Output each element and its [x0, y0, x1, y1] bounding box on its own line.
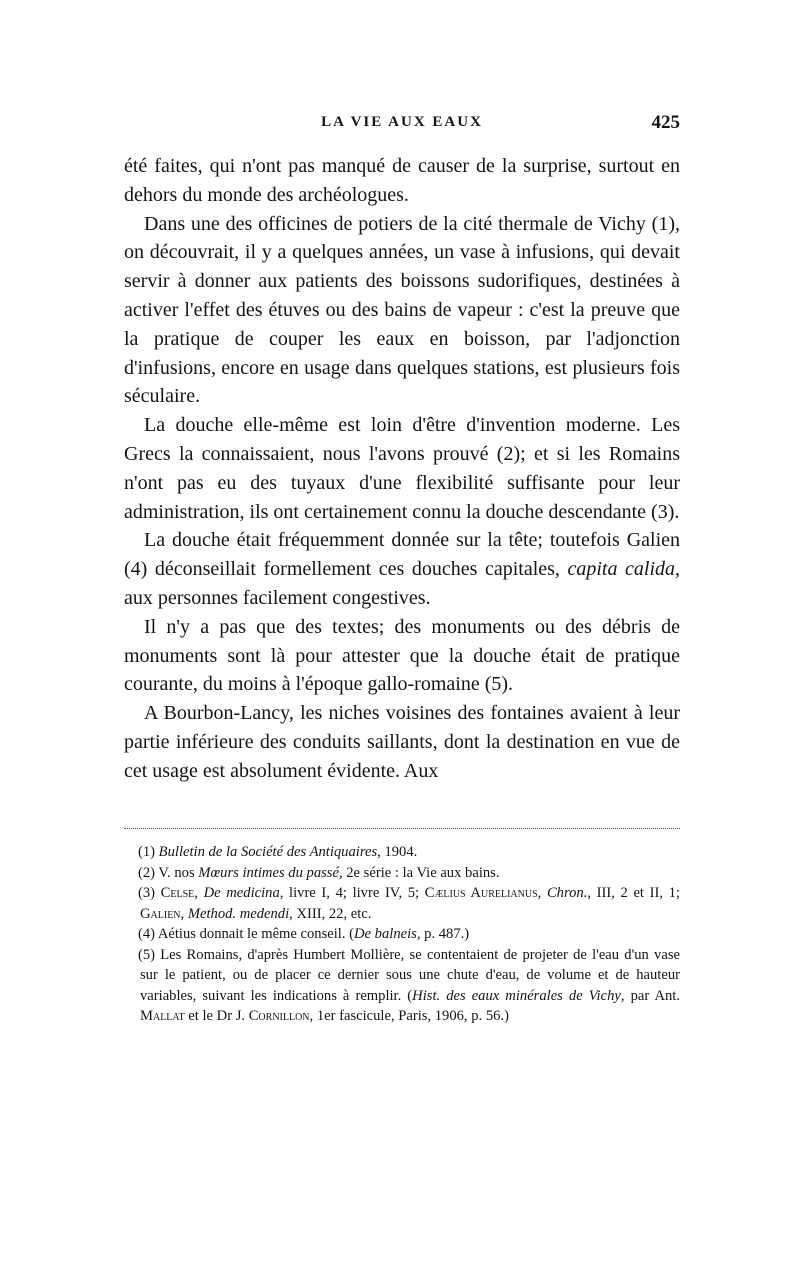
footnote-5-text-c: et le Dr J. — [184, 1008, 249, 1024]
footnote-1-rest: , 1904. — [377, 844, 418, 860]
footnote-rule — [124, 828, 680, 829]
footnote-3-sep1: , — [194, 885, 204, 901]
paragraph-douche: La douche elle-même est loin d'être d'invention moderne. Les Grecs la connaissaient, nous l'avons prouvé (2); et si les Romains n'ont pas eu des tuyaux d'une flexibilité suffisante pour leur administration, ils ont certainement connu la douche descendante (3). — [124, 414, 680, 523]
paragraph-galien-text-a: La douche était fréquemment donnée sur la tête; toutefois Galien (4) déconseillait formellement ces douches capitales, — [124, 529, 680, 581]
paragraph-vichy: Dans une des officines de potiers de la cité thermale de Vichy (1), on découvrait, il y a quelques années, un vase à infusions, qui devait servir à donner aux patients des boissons sudorifiques, destinées à activer l'effet des étuves ou des bains de vapeur : c'est la preuve que la pratique de couper les eaux en boisson, par l'adjonction d'infusions, encore en usage dans quelques stations, est plusieurs fois séculaire. — [124, 212, 680, 408]
footnote-5 — [124, 945, 680, 1027]
paragraph-galien-latin: capita calida — [567, 558, 675, 581]
footnote-4-text-a: (4) Aétius donnait le même conseil. ( — [138, 926, 355, 942]
footnote-5-author-cornillon: Cornillon — [248, 1008, 310, 1024]
footnote-3-author-celse: Celse — [160, 885, 195, 901]
footnote-4-text-b: , p. 487.) — [416, 926, 470, 942]
footnote-1 — [124, 842, 680, 863]
footnote-3-number: (3) — [138, 885, 161, 901]
footnote-5-author-mallat: Mallat — [140, 1008, 185, 1024]
footnote-3-mid: , livre I, 4; livre IV, 5; — [279, 885, 425, 901]
footnote-5-title: Hist. des eaux minérales de Vichy — [412, 987, 621, 1004]
footnotes — [124, 842, 680, 1027]
footnote-3-title-chron: Chron. — [546, 885, 588, 901]
footnote-3-mid2: , — [537, 885, 547, 901]
footnote-3-mid3: , III, 2 et II, 1; — [587, 885, 680, 901]
paragraph-bourbon-lancy: A Bourbon-Lancy, les niches voisines des fontaines avaient à leur partie inférieure des conduits saillants, dont la destination en vue de cet usage est absolument évidente. Aux — [124, 702, 680, 782]
footnote-3-author-caelius: Cælius Aurelianus — [424, 885, 538, 901]
paragraph-galien — [124, 526, 680, 612]
footnote-3-sep3: , — [180, 905, 188, 922]
body-text — [124, 152, 680, 786]
footnote-3-rest: , XIII, 22, etc. — [289, 905, 372, 922]
footnote-3-title-method: Method. medendi — [187, 905, 290, 922]
footnote-1-number: (1) — [138, 844, 159, 860]
footnote-2 — [124, 863, 680, 884]
running-title: LA VIE AUX EAUX — [321, 114, 483, 130]
footnote-5-text-b: , par Ant. — [620, 987, 680, 1004]
page-number: 425 — [651, 112, 680, 133]
footnote-2-number: (2) V. nos — [138, 864, 199, 881]
footnote-3 — [124, 883, 680, 924]
paragraph-galien-text-b: , aux personnes facilement congestives. — [124, 558, 680, 609]
footnote-5-text-a: (5) Les Romains, d'après Humbert Mollière, se contentaient de projeter de l'eau d'un vase sur le patient, ou de placer ce dernier sous une chute d'eau, de volume et de hauteur variables, suivant les indications à remplir. ( — [138, 946, 680, 1004]
footnote-3-title-de-medicina: De medicina — [203, 885, 280, 901]
footnote-2-title: Mœurs intimes du passé — [198, 864, 339, 881]
footnote-3-author-galien: Galien — [140, 905, 181, 922]
running-head — [124, 114, 680, 138]
paragraph-monuments: Il n'y a pas que des textes; des monuments ou des débris de monuments sont là pour attester que la douche était de pratique courante, du moins à l'époque gallo-romaine (5). — [124, 615, 680, 696]
footnote-1-title: Bulletin de la Société des Antiquaires — [158, 844, 378, 860]
footnote-4-title: De balneis — [354, 926, 417, 942]
footnote-4 — [124, 924, 680, 945]
footnote-5-text-d: , 1er fascicule, Paris, 1906, p. 56.) — [309, 1008, 509, 1024]
footnote-2-rest: , 2e série : la Vie aux bains. — [338, 864, 500, 881]
paragraph-continuation: été faites, qui n'ont pas manqué de causer de la surprise, surtout en dehors du monde des archéologues. — [124, 155, 680, 206]
